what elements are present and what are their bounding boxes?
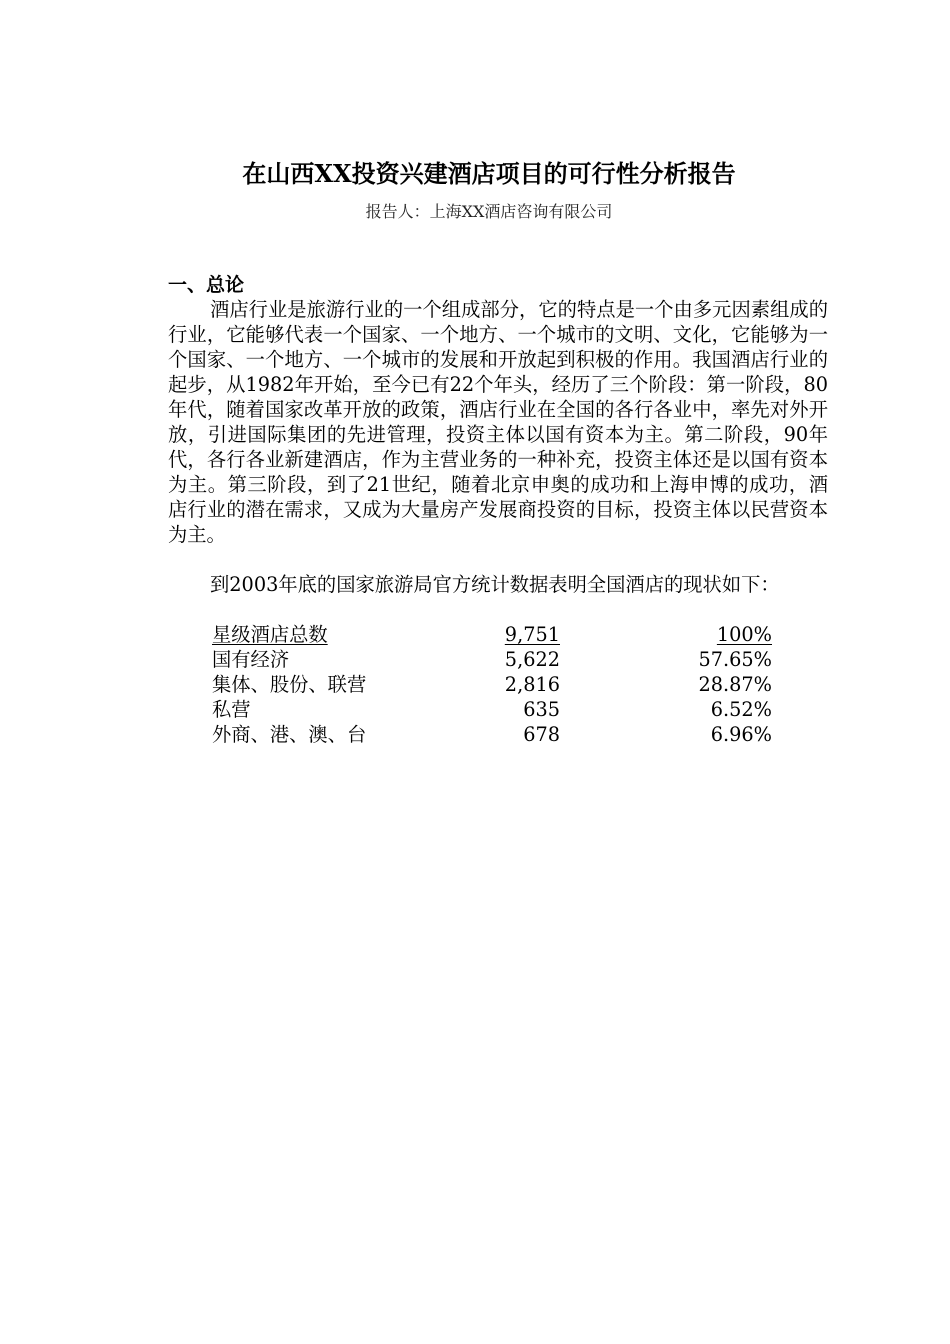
paragraph-stats-intro: 到2003年底的国家旅游局官方统计数据表明全国酒店的现状如下：	[210, 573, 780, 596]
stats-percent: 6.52%	[710, 698, 772, 721]
stats-count: 2,816	[504, 673, 560, 696]
stats-percent: 28.87%	[698, 673, 772, 696]
stats-label: 星级酒店总数	[212, 623, 328, 646]
stats-count: 9,751	[504, 623, 560, 646]
stats-row	[212, 722, 772, 747]
document-title: 在山西XX投资兴建酒店项目的可行性分析报告	[242, 159, 736, 188]
stats-row	[212, 647, 772, 672]
stats-row	[212, 697, 772, 722]
stats-label: 私营	[212, 698, 251, 721]
stats-percent: 100%	[716, 623, 772, 646]
paragraph-intro: 酒店行业是旅游行业的一个组成部分，它的特点是一个由多元因素组成的行业，它能够代表一个国家、一个地方、一个城市的文明、文化，它能够为一个国家、一个地方、一个城市的发展和开放起到积极的作用。我国酒店行业的起步，从1982年开始，至今已有22个年头，经历了三个阶段：第一阶段，80年代，随着国家改革开放的政策，酒店行业在全国的各行各业中，率先对外开放，引进国际集团的先进管理，投资主体以国有资本为主。第二阶段，90年代，各行各业新建酒店，作为主营业务的一种补充，投资主体还是以国有资本为主。第三阶段，到了21世纪，随着北京申奥的成功和上海申博的成功，酒店行业的潜在需求，又成为大量房产发展商投资的目标，投资主体以民营资本为主。	[168, 298, 828, 546]
hotel-stats-table	[212, 622, 772, 747]
stats-count: 5,622	[504, 648, 560, 671]
document-author: 报告人：上海XX酒店咨询有限公司	[365, 202, 613, 221]
stats-row	[212, 672, 772, 697]
section-heading: 一、总论	[168, 274, 245, 296]
stats-percent: 6.96%	[710, 723, 772, 746]
stats-row-total	[212, 622, 772, 647]
stats-label: 外商、港、澳、台	[212, 723, 367, 746]
stats-count: 678	[523, 723, 560, 746]
stats-label: 集体、股份、联营	[212, 673, 367, 696]
stats-percent: 57.65%	[698, 648, 772, 671]
stats-label: 国有经济	[212, 648, 290, 671]
stats-count: 635	[523, 698, 560, 721]
